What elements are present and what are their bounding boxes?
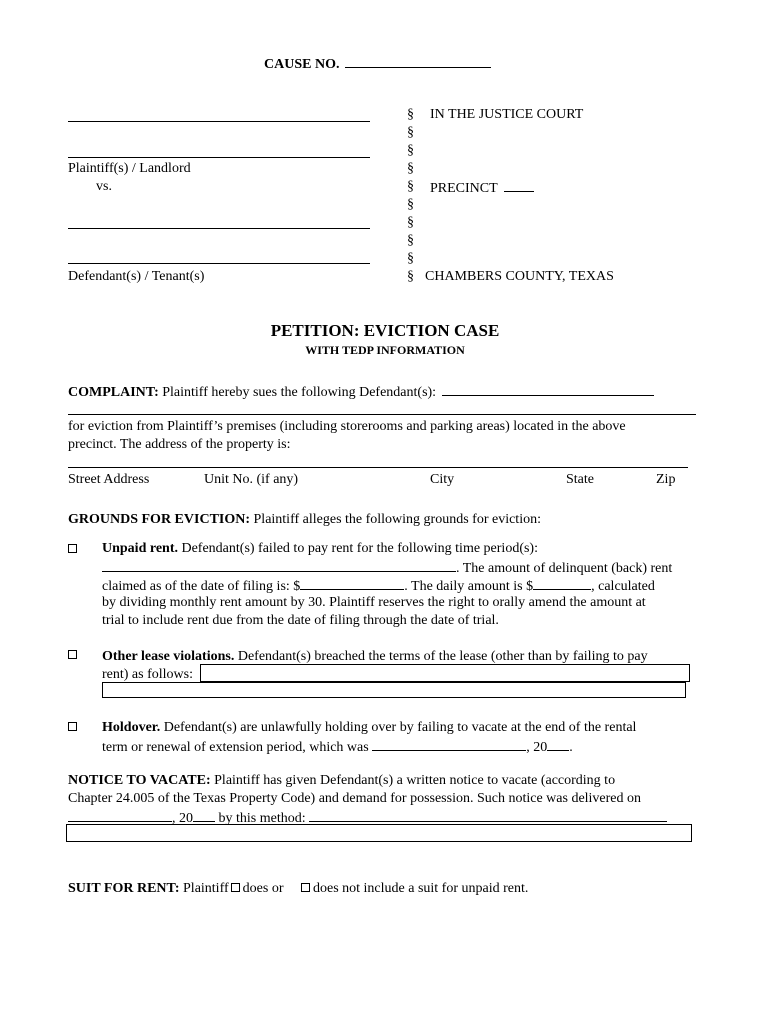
street-label: Street Address xyxy=(68,472,150,487)
zip-label: Zip xyxy=(656,472,676,487)
rent-amount-blank[interactable] xyxy=(300,576,404,590)
holdover-period: . xyxy=(569,740,573,755)
other-violations-checkbox[interactable] xyxy=(68,650,77,659)
plaintiff-line-1[interactable] xyxy=(68,121,370,122)
notice-method-field[interactable] xyxy=(66,824,692,842)
section-symbol: § xyxy=(407,269,414,284)
unpaid-rent-line-2 xyxy=(102,558,672,577)
grounds-heading: GROUNDS FOR EVICTION: xyxy=(68,512,251,527)
county-label: CHAMBERS COUNTY, TEXAS xyxy=(425,269,614,284)
precinct-label: PRECINCT xyxy=(430,181,498,196)
daily-amount-blank[interactable] xyxy=(533,576,591,590)
plaintiff-label: Plaintiff(s) / Landlord xyxy=(68,161,191,176)
section-symbol: § xyxy=(407,233,414,248)
versus-label: vs. xyxy=(96,179,112,194)
section-symbol: § xyxy=(407,161,414,176)
suit-for-rent-row xyxy=(68,880,528,897)
section-symbol: § xyxy=(407,215,414,230)
holdover-year-prefix: , 20 xyxy=(526,740,548,755)
notice-year-prefix: , 20 xyxy=(172,811,193,826)
defendant-line-2[interactable] xyxy=(68,263,370,264)
suit-does-checkbox[interactable] xyxy=(231,883,240,892)
section-symbol: § xyxy=(407,251,414,266)
holdover-date-blank[interactable] xyxy=(372,737,526,751)
complaint-heading: COMPLAINT: xyxy=(68,385,159,400)
suit-plaintiff-text: Plaintiff xyxy=(183,881,229,896)
page-title: PETITION: EVICTION CASE xyxy=(270,321,500,340)
court-label: IN THE JUSTICE COURT xyxy=(430,107,584,122)
section-symbol: § xyxy=(407,197,414,212)
daily-amount-text: . The daily amount is $ xyxy=(404,579,534,594)
grounds-row xyxy=(68,511,541,528)
complaint-line-2: for eviction from Plaintiff’s premises (including storerooms and parking areas) located in the above xyxy=(68,419,626,434)
violations-field-1[interactable] xyxy=(200,664,690,682)
notice-method-text: by this method: xyxy=(218,811,306,826)
complaint-line-3: precinct. The address of the property is: xyxy=(68,437,291,452)
suit-heading: SUIT FOR RENT: xyxy=(68,881,180,896)
unpaid-rent-text: Defendant(s) failed to pay rent for the following time period(s): xyxy=(181,541,538,556)
address-line[interactable] xyxy=(68,467,688,468)
other-violations-text: Defendant(s) breached the terms of the lease (other than by failing to pay xyxy=(237,649,648,664)
suit-does-text: does or xyxy=(242,881,284,896)
rent-period-blank[interactable] xyxy=(102,558,456,572)
notice-heading: NOTICE TO VACATE: xyxy=(68,773,211,788)
defendant-label: Defendant(s) / Tenant(s) xyxy=(68,269,205,284)
holdover-text-2: term or renewal of extension period, which was xyxy=(102,740,369,755)
page-subtitle: WITH TEDP INFORMATION xyxy=(305,343,465,357)
holdover-checkbox[interactable] xyxy=(68,722,77,731)
holdover-title: Holdover. xyxy=(102,720,161,735)
defendant-line-1[interactable] xyxy=(68,228,370,229)
holdover-text: Defendant(s) are unlawfully holding over by failing to vacate at the end of the rental xyxy=(163,720,637,735)
city-label: City xyxy=(430,472,455,487)
notice-method-blank[interactable] xyxy=(309,808,667,822)
notice-line-1 xyxy=(68,772,615,789)
unpaid-rent-line-4: by dividing monthly rent amount by 30. Plaintiff reserves the right to orally amend the amount at xyxy=(102,595,646,610)
section-symbol: § xyxy=(407,179,414,194)
notice-text: Plaintiff has given Defendant(s) a written notice to vacate (according to xyxy=(214,773,616,788)
section-symbol: § xyxy=(407,107,414,122)
violations-field-2[interactable] xyxy=(102,682,686,698)
complaint-text: Plaintiff hereby sues the following Defendant(s): xyxy=(162,385,437,400)
precinct-blank[interactable] xyxy=(504,178,534,192)
unpaid-rent-text-2: . The amount of delinquent (back) rent xyxy=(456,561,673,576)
complaint-line[interactable] xyxy=(68,414,696,415)
defendant-name-blank[interactable] xyxy=(442,382,654,396)
unit-label: Unit No. (if any) xyxy=(204,472,299,487)
suit-does-not-text: does not include a suit for unpaid rent. xyxy=(312,881,529,896)
other-violations-line-1 xyxy=(102,648,648,665)
state-label: State xyxy=(566,472,594,487)
unpaid-rent-line-1 xyxy=(102,540,538,557)
other-violations-line-2: rent) as follows: xyxy=(102,667,193,682)
notice-year-blank[interactable] xyxy=(193,808,215,822)
unpaid-rent-title: Unpaid rent. xyxy=(102,541,178,556)
complaint-row xyxy=(68,382,654,401)
grounds-text: Plaintiff alleges the following grounds for eviction: xyxy=(253,512,541,527)
unpaid-rent-text-3: claimed as of the date of filing is: $ xyxy=(102,579,301,594)
suit-does-not-checkbox[interactable] xyxy=(301,883,310,892)
section-symbol: § xyxy=(407,125,414,140)
unpaid-rent-line-5: trial to include rent due from the date of filing through the date of trial. xyxy=(102,613,499,628)
cause-number-row xyxy=(264,54,491,73)
cause-number-blank[interactable] xyxy=(345,54,491,68)
holdover-line-1 xyxy=(102,719,636,736)
precinct-row xyxy=(430,178,534,197)
unpaid-rent-checkbox[interactable] xyxy=(68,544,77,553)
calculated-text: , calculated xyxy=(591,579,655,594)
holdover-line-2 xyxy=(102,737,573,756)
notice-line-2: Chapter 24.005 of the Texas Property Code) and demand for possession. Such notice was delivered on xyxy=(68,791,642,806)
holdover-year-blank[interactable] xyxy=(547,737,569,751)
section-symbol: § xyxy=(407,143,414,158)
unpaid-rent-line-3 xyxy=(102,576,655,595)
notice-date-blank[interactable] xyxy=(68,808,172,822)
other-violations-title: Other lease violations. xyxy=(102,649,235,664)
cause-number-label: CAUSE NO. xyxy=(264,57,340,72)
plaintiff-line-2[interactable] xyxy=(68,157,370,158)
